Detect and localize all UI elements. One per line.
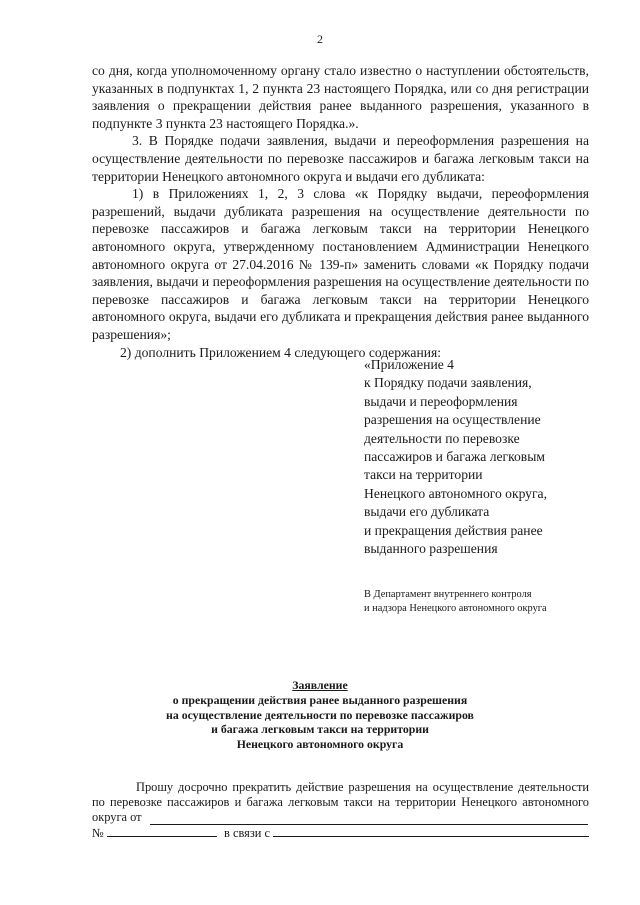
appendix-line: пассажиров и багажа легковым bbox=[364, 449, 545, 465]
addressee-line: и надзора Ненецкого автономного округа bbox=[364, 603, 547, 614]
number-label: № bbox=[92, 826, 104, 840]
addressee-block bbox=[364, 588, 614, 616]
statement-subtitle-line: и багажа легковым такси на территории bbox=[211, 722, 429, 737]
paragraph-subitem-1: 1) в Приложениях 1, 2, 3 слова «к Порядку выдачи, переоформления разрешений, выдачи дубликата разрешения на осуществление деятельности по перевозке пассажиров и багажа легковым такси на территории Ненецкого автономного округа, утвержденному постановлением Администрации Ненецкого автономного округа от 27.04.2016 № 139-п» заменить словами «к Порядку подачи заявления, выдачи и переоформления разрешения на осуществление деятельности по перевозке пассажиров и багажа легковым такси на территории Ненецкого автономного округа, выдачи его дубликата и прекращения действия ранее выданного разрешения»; bbox=[92, 186, 589, 342]
statement-title: Заявление bbox=[292, 678, 348, 692]
number-field[interactable] bbox=[107, 825, 217, 837]
addressee-line: В Департамент внутреннего контроля bbox=[364, 589, 532, 600]
statement-subtitle-line: Ненецкого автономного округа bbox=[236, 737, 404, 752]
statement-title-block bbox=[0, 678, 640, 752]
request-text: Прошу досрочно прекратить действие разрешения на осуществление деятельности по перевозке пассажиров и багажа легковым такси на территории Ненецкого автономного округа от bbox=[92, 780, 589, 824]
appendix-line: выданного разрешения bbox=[364, 541, 498, 557]
statement-subtitle-line: на осуществление деятельности по перевозке пассажиров bbox=[166, 707, 474, 722]
appendix-header bbox=[364, 356, 604, 558]
appendix-line: такси на территории bbox=[364, 467, 483, 483]
document-body bbox=[92, 62, 589, 361]
appendix-line: и прекращения действия ранее bbox=[364, 522, 543, 538]
number-reason-row bbox=[92, 825, 589, 841]
reason-field[interactable] bbox=[273, 825, 589, 837]
appendix-line: выдачи и переоформления bbox=[364, 393, 518, 409]
statement-subtitle-line: о прекращении действия ранее выданного разрешения bbox=[172, 692, 468, 707]
date-field[interactable] bbox=[150, 813, 588, 825]
appendix-line: к Порядку подачи заявления, bbox=[364, 375, 532, 391]
paragraph-item-3: 3. В Порядке подачи заявления, выдачи и переоформления разрешения на осуществление деятельности по перевозке пассажиров и багажа легковым такси на территории Ненецкого автономного округа и выдачи его дубликата: bbox=[92, 133, 589, 184]
reason-label: в связи с bbox=[224, 826, 271, 840]
appendix-line: Ненецкого автономного округа, bbox=[364, 485, 547, 501]
appendix-line: выдачи его дубликата bbox=[364, 504, 490, 520]
appendix-line: разрешения на осуществление bbox=[364, 412, 541, 428]
page-number: 2 bbox=[317, 32, 323, 46]
paragraph-continuation: со дня, когда уполномоченному органу стало известно о наступлении обстоятельств, указанных в подпунктах 1, 2 пункта 23 настоящего Порядка, или со дня регистрации заявления о прекращении действия ранее выданного разрешения, указанного в подпункте 3 пункта 23 настоящего Порядка.». bbox=[92, 63, 589, 131]
appendix-line: «Приложение 4 bbox=[364, 357, 454, 372]
appendix-line: деятельности по перевозке bbox=[364, 430, 520, 446]
paragraph-subitem-2: 2) дополнить Приложением 4 следующего содержания: bbox=[120, 344, 442, 360]
